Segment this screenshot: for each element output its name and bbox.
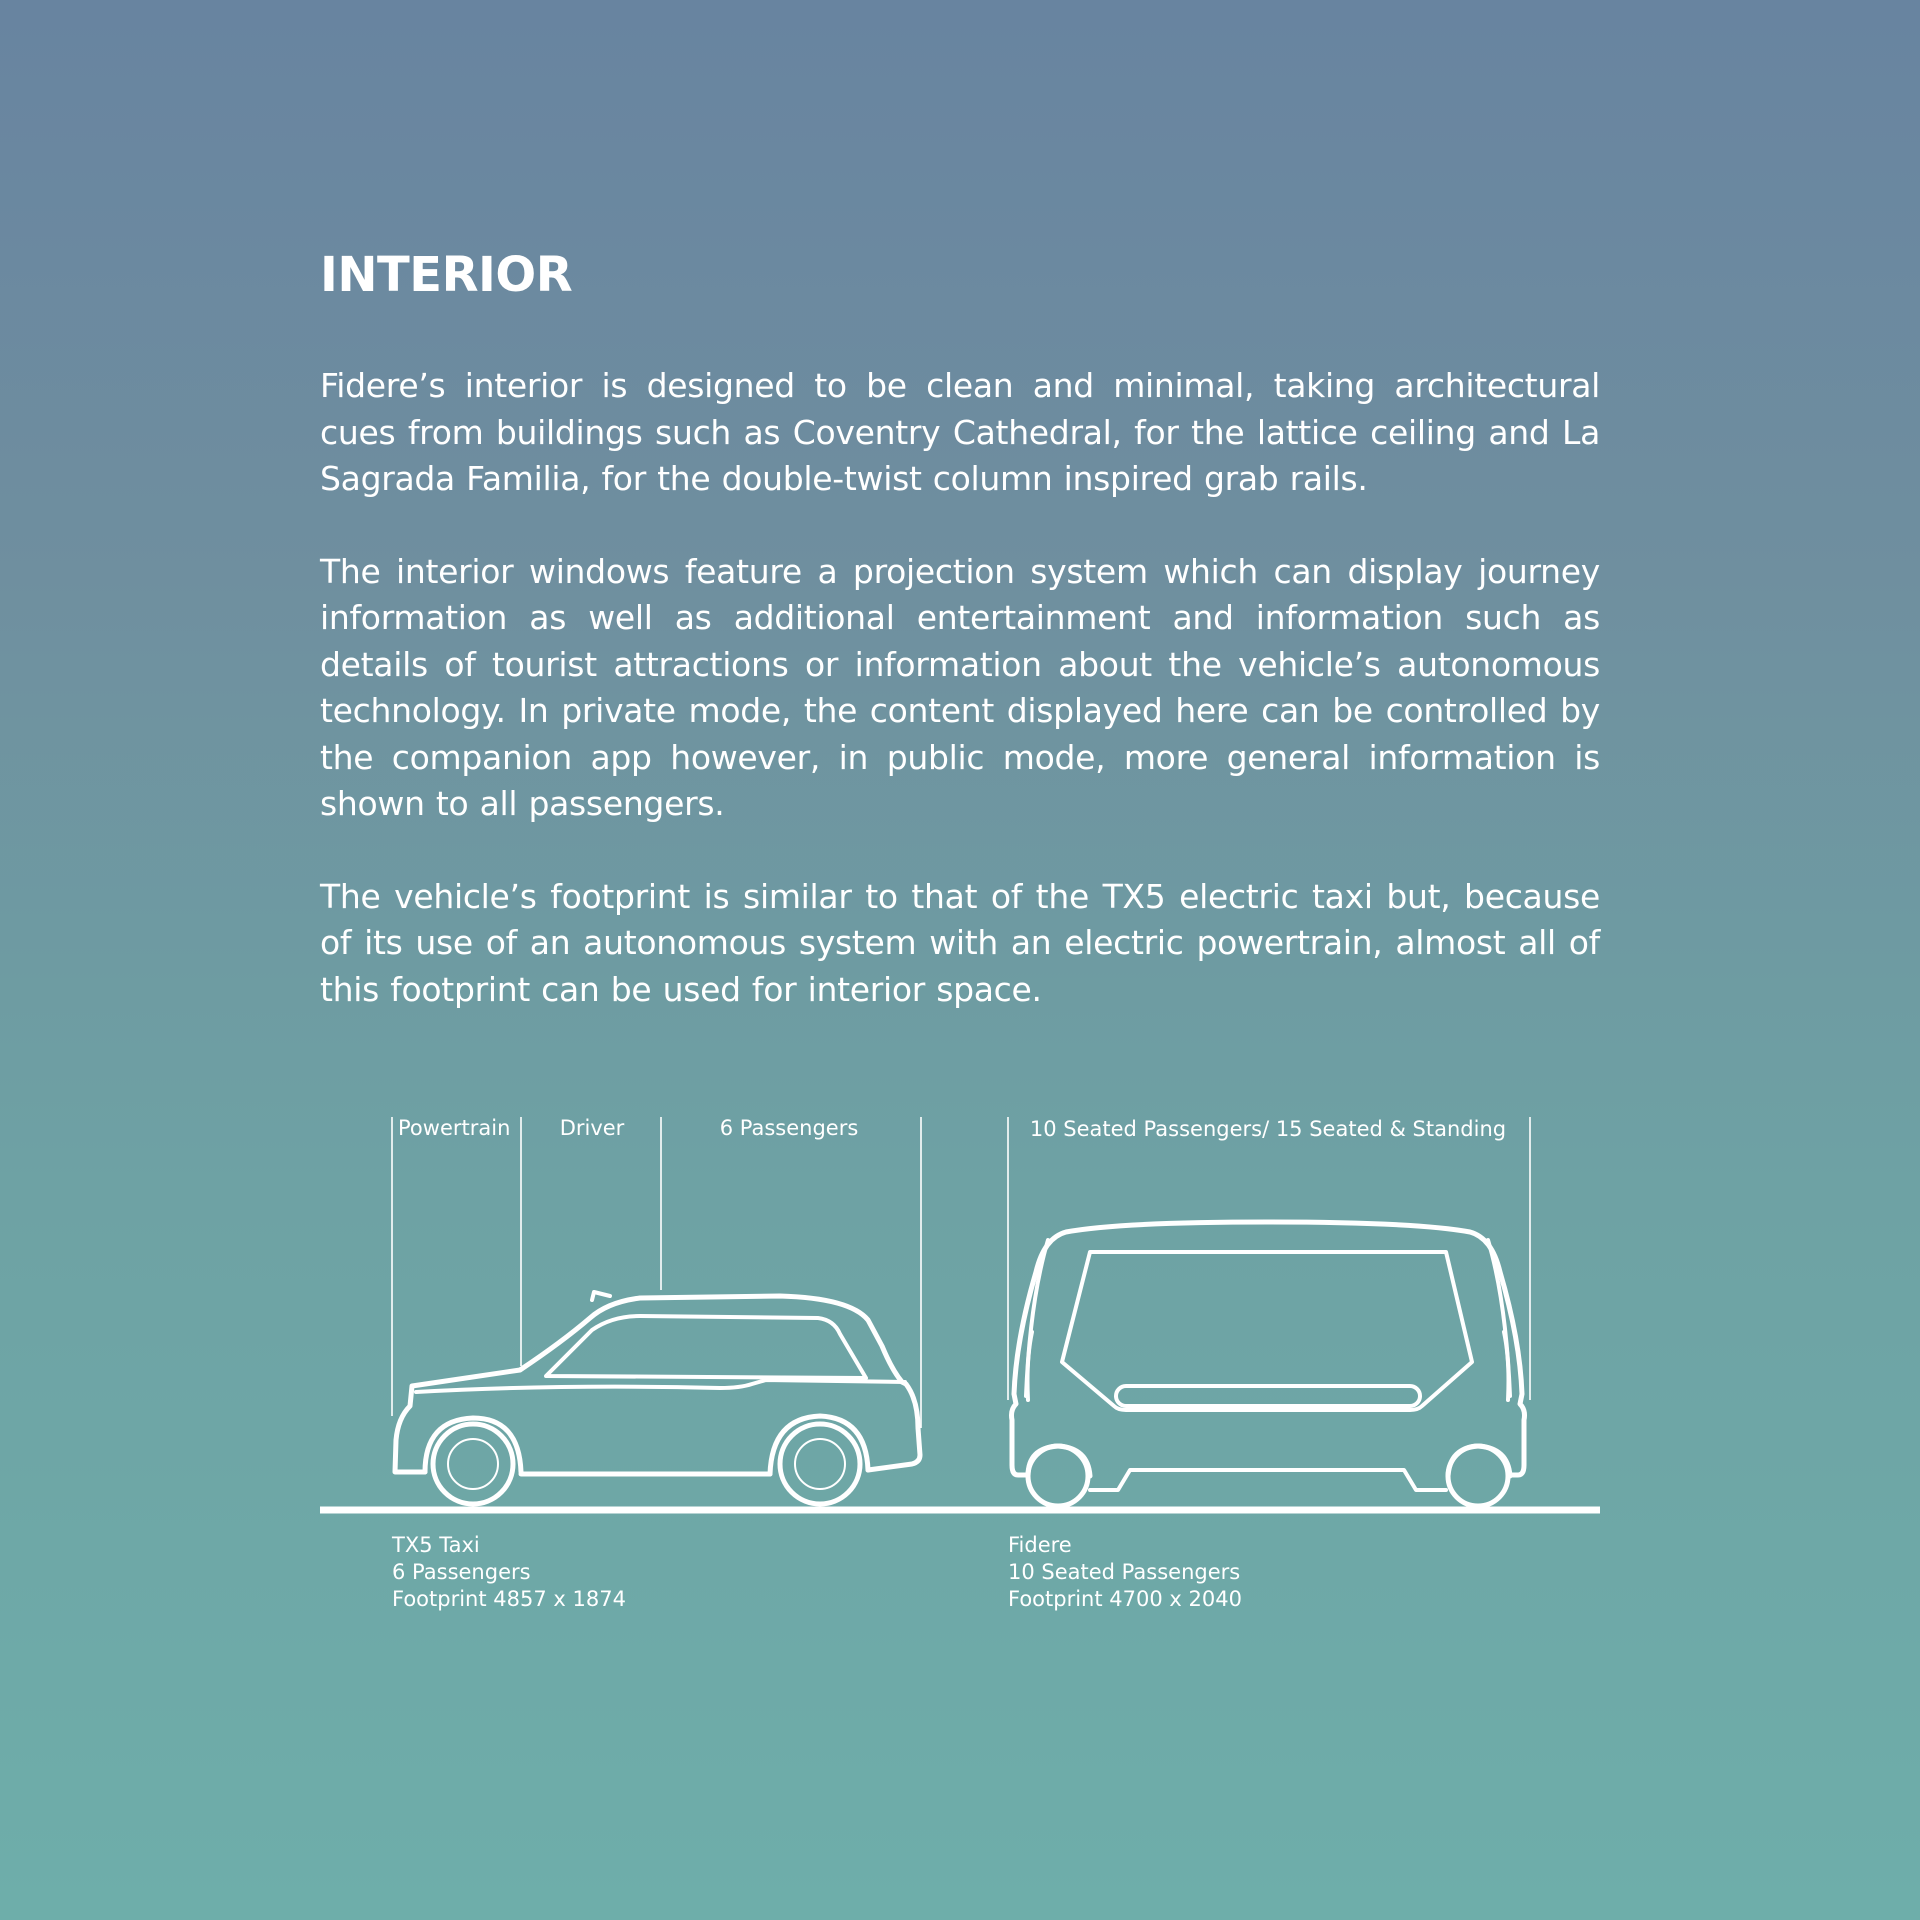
fidere-rear-door-line — [1504, 1332, 1509, 1400]
fidere-caption-passengers: 10 Seated Passengers — [1008, 1560, 1241, 1584]
taxi-zone-label-powertrain: Powertrain — [398, 1116, 511, 1140]
fidere-front-wheel — [1028, 1446, 1088, 1506]
taxi-silhouette — [395, 1292, 920, 1504]
taxi-caption-footprint: Footprint 4857 x 1874 — [392, 1587, 626, 1611]
taxi-zone-label-driver: Driver — [559, 1116, 625, 1140]
fidere-caption-footprint: Footprint 4700 x 2040 — [1008, 1587, 1242, 1611]
paragraph-projection-system: The interior windows feature a projection system which can display journey information as well as additional entertainment and information such as details of tourist attractions or information about the vehicle’s autonomous technology. In private mode, the content displayed here can be controlled by the companion app however, in public mode, more general information is shown to all passengers. — [320, 551, 1600, 823]
taxi-front-hub — [448, 1439, 498, 1489]
taxi-rear-hub — [795, 1439, 845, 1489]
paragraph-footprint: The vehicle’s footprint is similar to that of the TX5 electric taxi but, because of its use of an autonomous system with an electric powertrain, almost all of this footprint can be used for interior space. — [320, 876, 1600, 1009]
taxi-zone-label-passengers: 6 Passengers — [719, 1116, 859, 1140]
taxi-window — [546, 1316, 866, 1378]
taxi-front-wheel — [433, 1424, 513, 1504]
fidere-display-bar — [1116, 1386, 1420, 1406]
fidere-silhouette — [1012, 1222, 1525, 1506]
taxi-caption-passengers: 6 Passengers — [392, 1560, 531, 1584]
fidere-underbody — [1090, 1470, 1446, 1490]
taxi-caption-name: TX5 Taxi — [392, 1533, 480, 1557]
taxi-roof-sign — [592, 1292, 610, 1300]
taxi-beltline — [416, 1380, 905, 1392]
fidere-rear-wheel — [1448, 1446, 1508, 1506]
fidere-front-door-line — [1028, 1332, 1033, 1400]
page-title: INTERIOR — [320, 247, 573, 303]
fidere-rear-arch — [1448, 1446, 1510, 1476]
taxi-rear-wheel — [780, 1424, 860, 1504]
fidere-caption-name: Fidere — [1008, 1533, 1072, 1557]
taxi-body-outline — [395, 1296, 920, 1472]
paragraph-interior-design: Fidere’s interior is designed to be clean and minimal, taking architectural cues from buildings such as Coventry Cathedral, for the lattice ceiling and La Sagrada Familia, for the double-twist column inspired grab rails. — [320, 366, 1600, 498]
fidere-zone-label-passengers: 10 Seated Passengers/ 15 Seated & Standing — [1029, 1117, 1507, 1141]
fidere-front-arch — [1028, 1446, 1090, 1476]
